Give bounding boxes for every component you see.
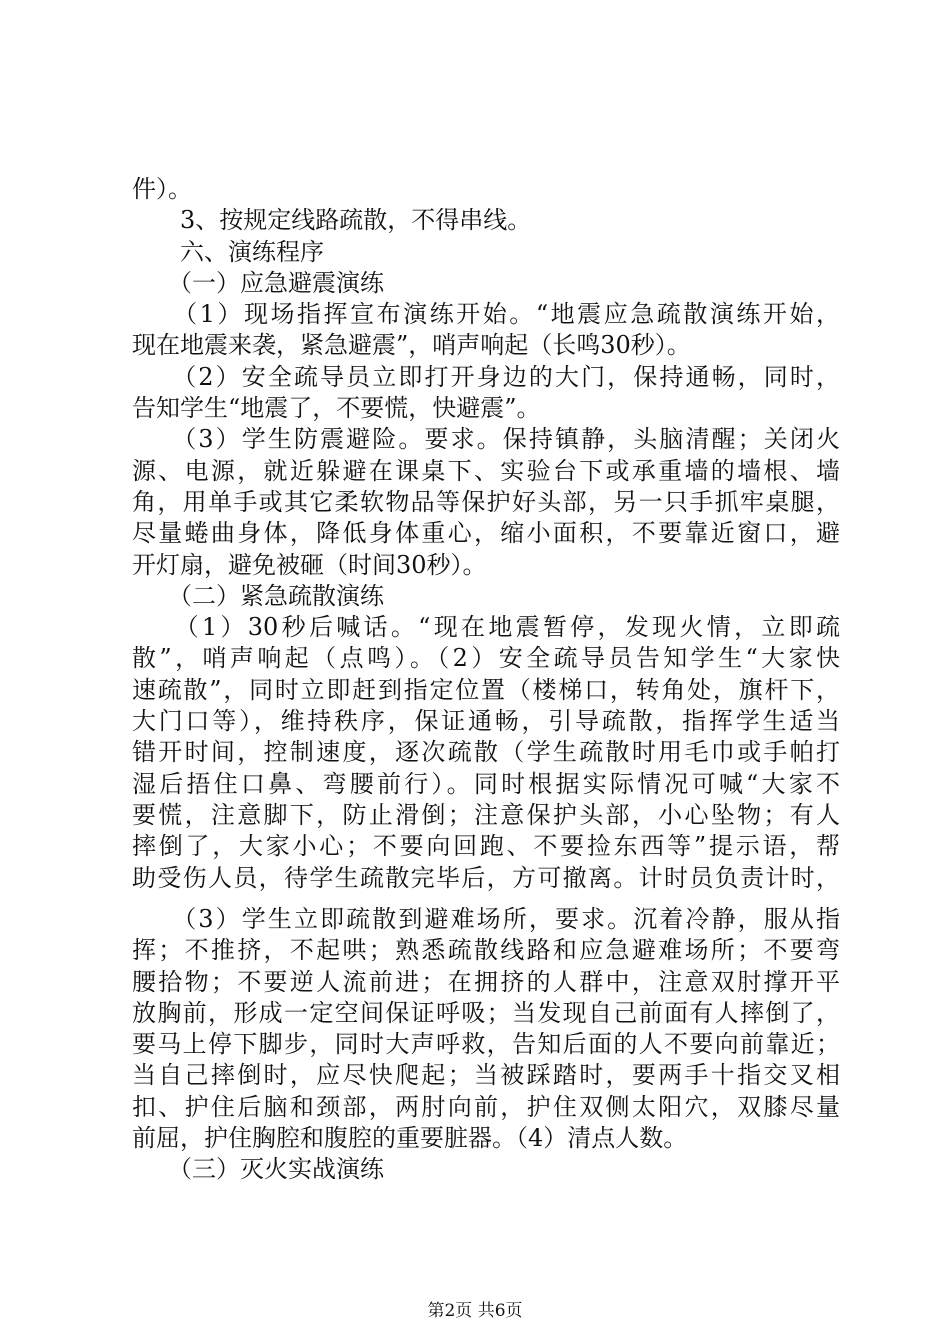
text-line: 放胸前，形成一定空间保证呼吸；当发现自己前面有人摔倒了， xyxy=(132,998,840,1027)
page-number-footer: 第2页 共6页 xyxy=(427,1301,523,1321)
text-line: 散”，哨声响起（点鸣）。（2）安全疏导员告知学生“大家快 xyxy=(132,644,840,673)
text-line: 要慌，注意脚下，防止滑倒；注意保护头部，小心坠物；有人 xyxy=(132,800,840,829)
subheading-fire-drill: （三）灭火实战演练 xyxy=(132,1155,384,1184)
text-line: 告知学生“地震了，不要慌，快避震”。 xyxy=(132,394,541,423)
subheading-evacuation-drill: （二）紧急疏散演练 xyxy=(132,581,384,610)
heading-practice-procedure: 六、演练程序 xyxy=(132,237,324,266)
text-line: 前屈，护住胸腔和腹腔的重要脏器。（4）清点人数。 xyxy=(132,1124,688,1153)
text-line: 要马上停下脚步，同时大声呼救，告知后面的人不要向前靠近； xyxy=(132,1030,840,1059)
text-line: （1）现场指挥宣布演练开始。“地震应急疏散演练开始， xyxy=(132,300,840,329)
text-line: （3）学生立即疏散到避难场所，要求。沉着冷静，服从指 xyxy=(132,905,840,933)
text-line: 3、按规定线路疏散，不得串线。 xyxy=(132,206,532,235)
text-line: 错开时间，控制速度，逐次疏散（学生疏散时用毛巾或手帕打 xyxy=(132,738,840,767)
text-line: （2）安全疏导员立即打开身边的大门，保持通畅，同时， xyxy=(132,362,840,391)
text-line: 开灯扇，避免被砸（时间30秒）。 xyxy=(132,550,487,579)
text-line: 尽量蜷曲身体，降低身体重心，缩小面积，不要靠近窗口，避 xyxy=(132,519,840,548)
text-line: （1）30秒后喊话。“现在地震暂停，发现火情，立即疏 xyxy=(132,613,840,642)
text-line: 挥；不推挤，不起哄；熟悉疏散线路和应急避难场所；不要弯 xyxy=(132,936,840,965)
text-line: （3）学生防震避险。要求。保持镇静，头脑清醒；关闭火 xyxy=(132,425,840,454)
text-line: 扣、护住后脑和颈部，两肘向前，护住双侧太阳穴，双膝尽量 xyxy=(132,1092,840,1121)
text-line: 腰拾物；不要逆人流前进；在拥挤的人群中，注意双肘撑开平 xyxy=(132,967,840,996)
text-line: 当自己摔倒时，应尽快爬起；当被踩踏时，要两手十指交叉相 xyxy=(132,1061,840,1090)
subheading-earthquake-drill: （一）应急避震演练 xyxy=(132,268,384,297)
text-line: 摔倒了，大家小心；不要向回跑、不要捡东西等”提示语，帮 xyxy=(132,832,840,861)
body-text-section-1 xyxy=(132,174,840,894)
text-line: 助受伤人员，待学生疏散完毕后，方可撤离。计时员负责计时， xyxy=(132,863,840,892)
text-line: 大门口等），维持秩序，保证通畅，引导疏散，指挥学生适当 xyxy=(132,707,840,736)
text-line: 角，用单手或其它柔软物品等保护好头部，另一只手抓牢桌腿， xyxy=(132,487,840,516)
text-line: 湿后捂住口鼻、弯腰前行）。同时根据实际情况可喊“大家不 xyxy=(132,769,840,798)
body-text-section-2 xyxy=(132,904,840,1186)
text-line: 件）。 xyxy=(132,175,192,203)
text-line: 源、电源，就近躲避在课桌下、实验台下或承重墙的墙根、墙 xyxy=(132,456,840,485)
text-line: 速疏散”，同时立即赶到指定位置（楼梯口，转角处，旗杆下， xyxy=(132,675,840,704)
text-line: 现在地震来袭，紧急避震”，哨声响起（长鸣30秒）。 xyxy=(132,331,691,360)
